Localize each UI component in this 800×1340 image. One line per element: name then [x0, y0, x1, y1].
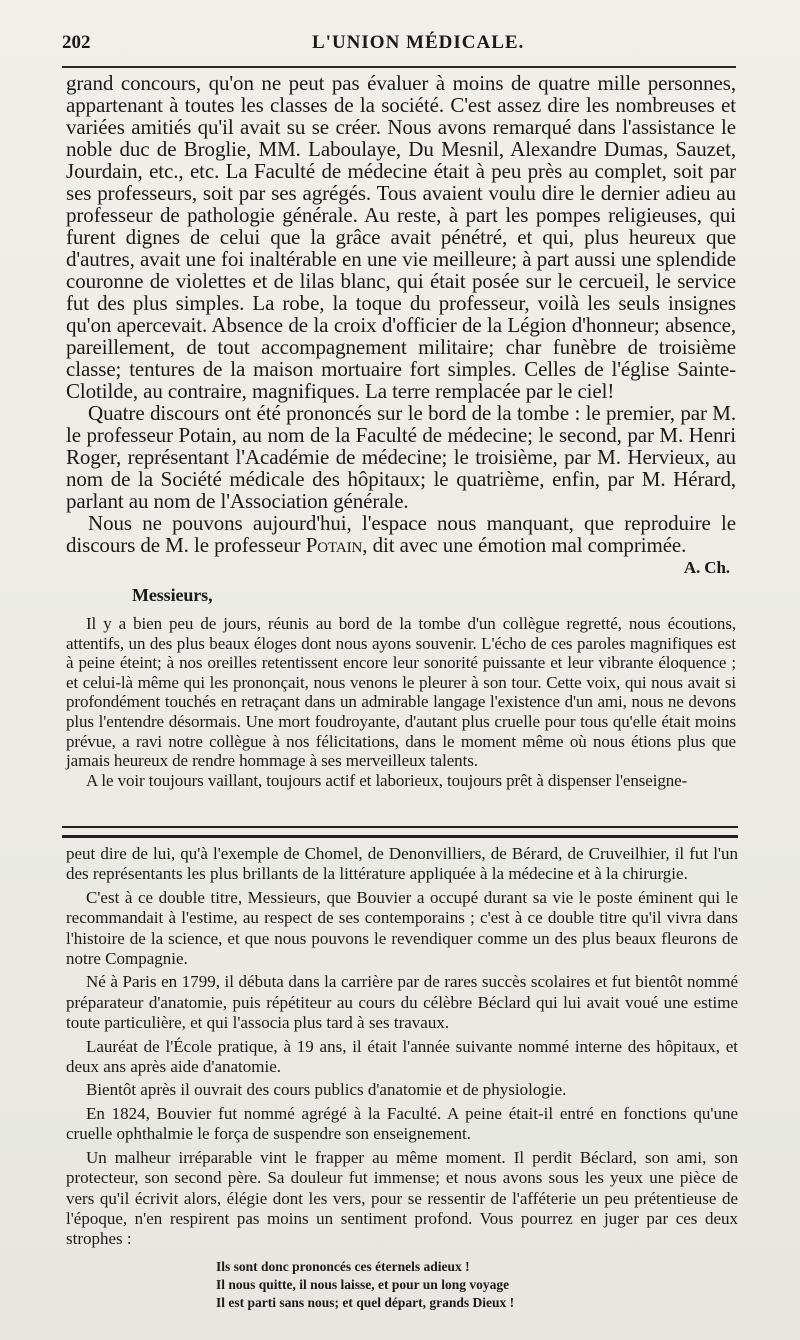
feuilleton-paragraph: Un malheur irréparable vint le frapper au même moment. Il perdit Béclard, son ami, son protecteur, son second père. Sa douleur fut immense; et nous avons sous les yeux une pièce de vers qu'il écrivit alors, élégie dont les vers, pour se ressentir de l'afféterie un peu prétentieuse de l'époque, n'en respirent pas moins un sentiment profond. Vous pourrez en juger par ces deux strophes :: [66, 1147, 738, 1249]
article-paragraph: Quatre discours ont été prononcés sur le bord de la tombe : le premier, par M. le professeur Potain, au nom de la Faculté de médecine; le second, par M. Henri Roger, représentant l'Académie de médecine; le troisième, par M. Hervieux, au nom de la Société médicale des hôpitaux; le quatrième, enfin, par M. Hérard, parlant au nom de l'Association générale.: [66, 401, 736, 513]
professor-name: Potain: [305, 533, 363, 557]
verse-line: Il nous quitte, il nous laisse, et pour un long voyage: [216, 1276, 510, 1292]
author-signature: A. Ch.: [683, 558, 730, 577]
feuilleton-section: [66, 844, 738, 1312]
feuilleton-paragraph: peut dire de lui, qu'à l'exemple de Chomel, de Denonvilliers, de Bérard, de Cruveilhier, il fut l'un des représentants les plus brillants de la littérature appliquée à la médecine et à la chirurgie.: [66, 844, 738, 884]
article-paragraph: grand concours, qu'on ne peut pas évaluer à moins de quatre mille personnes, appartenant à toutes les classes de la société. C'est assez dire les nombreuses et variées amitiés qu'il avait su se créer. Nous avons remarqué dans l'assistance le noble duc de Broglie, MM. Laboulaye, Du Mesnil, Alexandre Dumas, Sauzet, Jourdain, etc., etc. La Faculté de médecine était à peu près au complet, soit par ses professeurs, soit par ses agrégés. Tous avaient voulu dire le dernier adieu au professeur de pathologie générale. Au reste, à part les pompes religieuses, qui furent dignes de celui que la grâce avait pénétré, et qui, plus heureux que d'autres, avait une foi inaltérable en une vie meilleure; à part aussi une splendide couronne de violettes et de lilas blanc, qui était posée sur le cercueil, le service fut des plus simples. La robe, la toque du professeur, voilà les seuls insignes qu'on apercevait. Absence de la croix d'officier de la Légion d'honneur; absence, pareillement, de tout accompagnement militaire; char funèbre de troisième classe; tentures de la maison mortuaire fort simples. Celles de l'église Sainte-Clotilde, au contraire, magnifiques. La terre remplacée par le ciel!: [66, 71, 736, 403]
feuilleton-paragraph: C'est à ce double titre, Messieurs, que Bouvier a occupé durant sa vie le poste éminent qui le recommandait à l'estime, au respect de ses contemporains ; c'est à ce double titre qu'il vivra dans l'histoire de la science, et que nous pouvons le revendiquer comme un des plus beaux fleurons de notre Compagnie.: [66, 887, 738, 969]
intro-text-after: , dit avec une émotion mal comprimée.: [362, 533, 687, 557]
speech-text: [66, 614, 736, 790]
speech-paragraph: A le voir toujours vaillant, toujours actif et laborieux, toujours prêt à dispenser l'enseigne-: [86, 770, 688, 790]
verse-line: Il est parti sans nous; et quel départ, grands Dieux !: [216, 1294, 515, 1310]
header-rule: [62, 66, 736, 68]
page-header: [62, 32, 752, 62]
verse-line: Ils sont donc prononcés ces éternels adieux !: [216, 1258, 470, 1274]
article-column: [66, 72, 736, 790]
feuilleton-paragraph: Bientôt après il ouvrait des cours publics d'anatomie et de physiologie.: [86, 1080, 567, 1100]
speech-salutation: Messieurs,: [132, 585, 213, 605]
speech-paragraph: Il y a bien peu de jours, réunis au bord de la tombe d'un collègue regretté, nous écoutions, attentifs, un des plus beaux éloges dont nous ayons souvenir. L'écho de ces paroles magnifiques est à peine éteint; à nos oreilles retentissent encore leur sonorité puissante et leur vibrante éloquence ; et celui-là même qui les prononçait, nous venons le pleurer à son tour. Cette voix, qui nous avait si profondément touchés en retraçant dans un admirable langage l'existence d'un ami, nous ne devons plus l'entendre désormais. Une mort foudroyante, d'autant plus cruelle pour tous qu'elle était moins prévue, a ravi notre collègue à nos félicitations, dans le moment même où nous étions plus que jamais heureux de rendre hommage à ses merveilleux talents.: [66, 614, 736, 771]
feuilleton-paragraph: Lauréat de l'École pratique, à 19 ans, il était l'année suivante nommé interne des hôpitaux, et deux ans après aide d'anatomie.: [66, 1036, 738, 1077]
double-rule-divider: [62, 826, 738, 838]
feuilleton-paragraph: Né à Paris en 1799, il débuta dans la carrière par de rares succès scolaires et fut bientôt nommé préparateur d'anatomie, puis répétiteur au cours du célèbre Béclard qui lui avait voué une estime toute particulière, et qui l'associa plus tard à ses travaux.: [66, 972, 738, 1033]
article-paragraph-intro: [66, 512, 736, 556]
journal-title: L'UNION MÉDICALE.: [312, 32, 525, 53]
intro-text-before: Nous ne pouvons aujourd'hui, l'espace nous manquant, que reproduire le discours de M. le professeur: [66, 511, 736, 557]
verse-block: [216, 1258, 738, 1312]
page-number: 202: [62, 32, 91, 53]
feuilleton-paragraph: En 1824, Bouvier fut nommé agrégé à la Faculté. A peine était-il entré en fonctions qu'une cruelle ophthalmie le força de suspendre son enseignement.: [66, 1103, 738, 1144]
